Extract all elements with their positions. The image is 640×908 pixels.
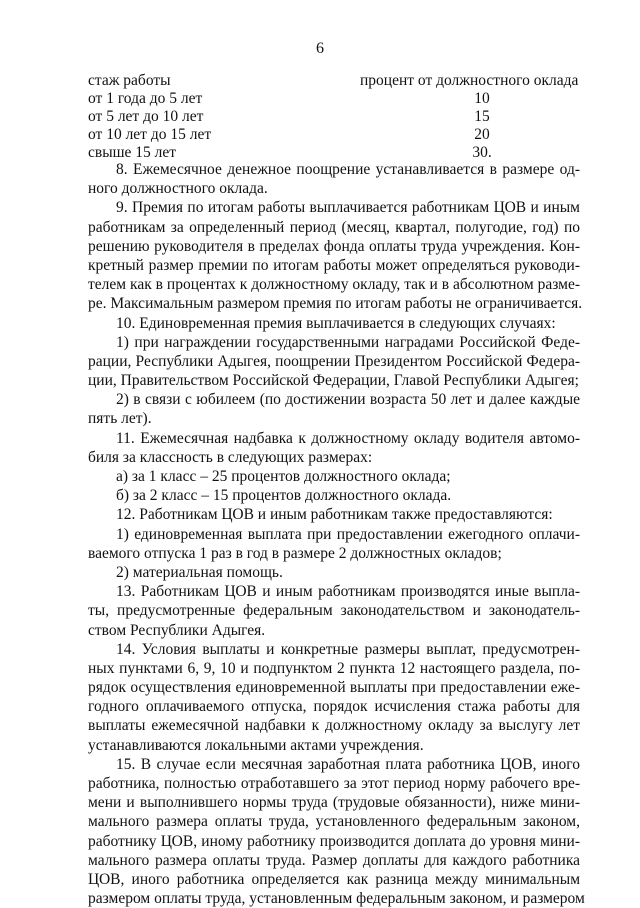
text-line: 1) единовременная выплата при предоставлении ежегодного оплачи-: [116, 525, 580, 543]
table-header-percent: процент от должностного оклада: [360, 72, 579, 89]
text-line: пять лет).: [88, 410, 152, 428]
document-body: [88, 160, 585, 908]
text-line: 10. Единовременная премия выплачивается в следующих случаях:: [116, 314, 556, 332]
text-line: ре. Максимальным размером премия по итогам работы не ограничивается.: [88, 295, 583, 313]
text-line: мени и выполнившего нормы труда (трудовые обязанности), ниже мини-: [88, 794, 580, 812]
text-line: а) за 1 класс – 25 процентов должностного оклада;: [116, 468, 451, 485]
text-line: 12. Работникам ЦОВ и иным работникам также предоставляются:: [116, 506, 553, 524]
table-row: [88, 126, 580, 144]
text-line: 1) при награждении государственными наградами Российской Феде-: [116, 333, 580, 351]
text-line: ных пунктами 6, 9, 10 и подпунктом 2 пункта 12 настоящего раздела, по-: [88, 659, 580, 677]
text-line: работнику ЦОВ, иному работнику производится доплата до уровня мини-: [88, 832, 580, 850]
table-cell-percent: 15: [474, 108, 490, 125]
table-cell-percent: 10: [474, 90, 490, 107]
table-header-seniority: стаж работы: [88, 72, 171, 89]
text-line: работника, полностью отработавшего за этот период норму рабочего вре-: [88, 775, 580, 792]
text-line: 8. Ежемесячное денежное поощрение устанавливается в размере од-: [116, 161, 580, 178]
text-line: устанавливаются локальными актами учреждения.: [88, 736, 424, 754]
page-number: 6: [316, 40, 324, 57]
text-line: мального размера оплаты труда. Размер доплаты для каждого работника: [88, 851, 580, 869]
text-line: б) за 2 класс – 15 процентов должностного оклада.: [116, 487, 452, 505]
text-line: телем как в процентах к должностному окладу, так и в абсолютном разме-: [88, 276, 580, 294]
text-line: ты, предусмотренные федеральным законодательством и законодатель-: [88, 602, 580, 620]
text-line: кретный размер премии по итогам работы может определяться руководи-: [88, 256, 580, 274]
table-cell-seniority: от 10 лет до 15 лет: [88, 126, 212, 143]
text-line: 15. В случае если месячная заработная плата работника ЦОВ, иного: [116, 755, 580, 773]
table-row: [88, 108, 580, 126]
text-line: выплаты ежемесячной надбавки к должностному окладу за выслугу лет: [88, 717, 580, 735]
table-cell-seniority: от 5 лет до 10 лет: [88, 108, 204, 125]
text-line: 2) в связи с юбилеем (по достижении возраста 50 лет и далее каждые: [116, 391, 580, 409]
text-line: ваемого отпуска 1 раз в год в размере 2 должностных окладов;: [88, 544, 502, 562]
table-cell-seniority: свыше 15 лет: [88, 144, 177, 161]
seniority-table: [88, 72, 580, 162]
text-line: 11. Ежемесячная надбавка к должностному окладу водителя автомо-: [116, 429, 580, 447]
text-line: ЦОВ, иного работника определяется как разница между минимальным: [88, 870, 580, 888]
text-line: рации, Республики Адыгея, поощрении Президентом Российской Федера-: [88, 352, 580, 370]
table-cell-percent: 20: [474, 126, 490, 143]
text-line: биля за классность в следующих размерах:: [88, 448, 373, 466]
text-line: годного оплачиваемого отпуска, порядок исчисления стажа работы для: [88, 698, 580, 716]
text-line: ством Республики Адыгея.: [88, 621, 266, 639]
text-line: 14. Условия выплаты и конкретные размеры выплат, предусмотрен-: [116, 640, 580, 658]
text-line: ного должностного оклада.: [88, 180, 268, 198]
table-row: [88, 90, 580, 108]
text-line: 13. Работникам ЦОВ и иным работникам производятся иные выпла-: [116, 583, 580, 601]
text-line: размером оплаты труда, установленным федеральным законом, и размером: [88, 890, 585, 908]
table-header-row: [88, 72, 580, 90]
text-line: решению руководителя в пределах фонда оплаты труда учреждения. Кон-: [88, 237, 580, 255]
text-line: 9. Премия по итогам работы выплачивается работникам ЦОВ и иным: [116, 199, 580, 217]
text-line: работникам за определенный период (месяц, квартал, полугодие, год) по: [88, 218, 580, 236]
text-line: мального размера оплаты труда, установленного федеральным законом,: [88, 813, 580, 831]
table-cell-seniority: от 1 года до 5 лет: [88, 90, 203, 107]
text-line: 2) материальная помощь.: [116, 563, 283, 581]
text-line: рядок осуществления единовременной выплаты при предоставлении еже-: [88, 679, 580, 697]
text-line: ции, Правительством Российской Федерации, Главой Республики Адыгея;: [88, 372, 579, 390]
table-cell-percent: 30.: [472, 144, 492, 161]
